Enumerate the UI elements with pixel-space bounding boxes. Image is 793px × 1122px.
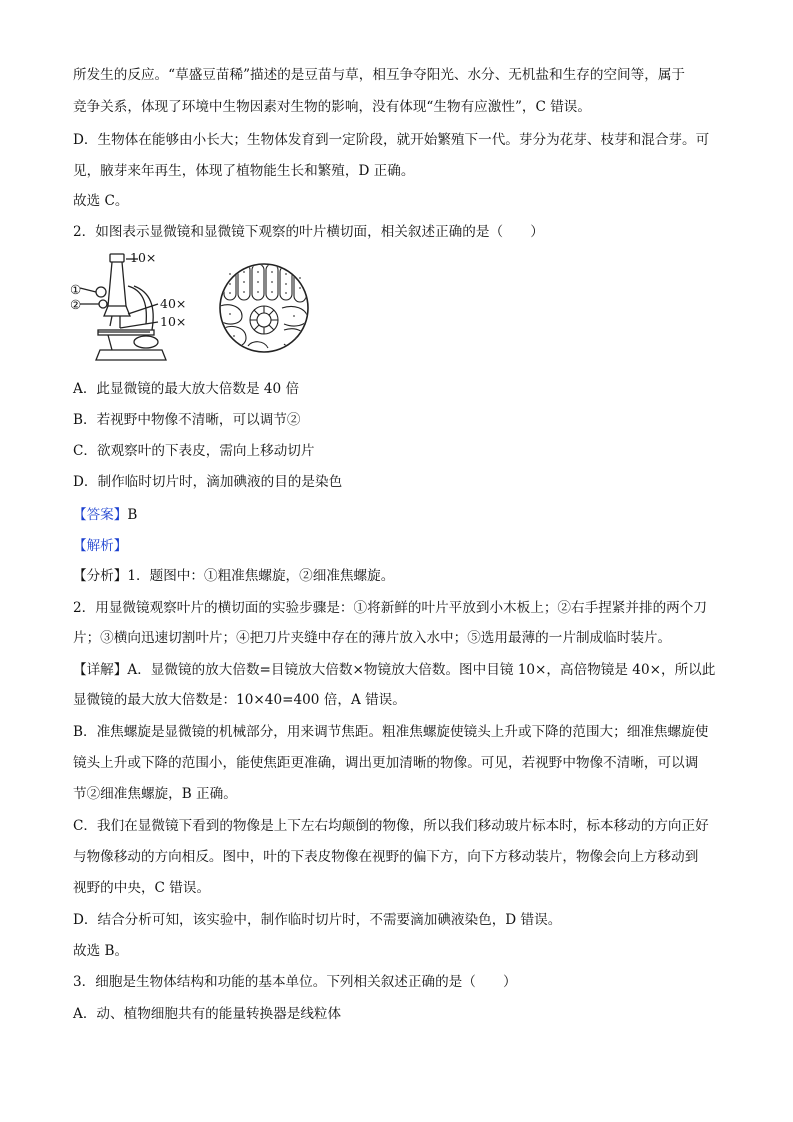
text-line: 节②细准焦螺旋，B 正确。 xyxy=(73,786,237,802)
fenxi-label: 【分析】 xyxy=(73,568,128,584)
eyepiece-label: 10× xyxy=(130,250,157,265)
text-line: 镜头上升或下降的范围小，能使焦距更准确，调出更加清晰的物像。可见，若视野中物像不清晰，可以调 xyxy=(73,755,699,771)
objective-low-label: 10× xyxy=(160,314,187,329)
text-line: B．准焦螺旋是显微镜的机械部分，用来调节焦距。粗准焦螺旋使镜头上升或下降的范围大；细准焦螺旋使 xyxy=(73,724,709,740)
coarse-focus-label: ① xyxy=(70,282,82,297)
text-line: 2．用显微镜观察叶片的横切面的实验步骤是：①将新鲜的叶片平放到小木板上；②右手捏紧并排的两个刀 xyxy=(73,600,707,616)
text-line: C．我们在显微镜下看到的物像是上下左右均颠倒的物像，所以我们移动玻片标本时，标本移动的方向正好 xyxy=(73,818,709,834)
option-a: A．此显微镜的最大放大倍数是 40 倍 xyxy=(73,381,300,397)
fenxi-line: 【分析】1．题图中：①粗准焦螺旋，②细准焦螺旋。 xyxy=(73,568,395,584)
text-line: 视野的中央，C 错误。 xyxy=(73,880,211,896)
text-line: 故选 B。 xyxy=(73,943,129,959)
text-line: 显微镜的最大放大倍数是：10×40=400 倍，A 错误。 xyxy=(73,692,406,708)
answer-label: 【答案】 xyxy=(73,507,128,523)
option-d: D．制作临时切片时，滴加碘液的目的是染色 xyxy=(73,474,343,490)
detail-label: 【详解】 xyxy=(73,662,128,678)
analysis-label: 【解析】 xyxy=(73,538,128,554)
text-line: 故选 C。 xyxy=(73,193,129,209)
option-c: C．欲观察叶的下表皮，需向上移动切片 xyxy=(73,443,315,459)
text-line: D．生物体在能够由小长大；生物体发育到一定阶段，就开始繁殖下一代。芽分为花芽、枝芽和混合芽。可 xyxy=(73,132,710,148)
text-line: 所发生的反应。“草盛豆苗稀”描述的是豆苗与草，相互争夺阳光、水分、无机盐和生存的空间等，属于 xyxy=(73,67,686,83)
question-2-figure xyxy=(70,246,310,364)
text-line: D．结合分析可知，该实验中，制作临时切片时，不需要滴加碘液染色，D 错误。 xyxy=(73,912,562,928)
question-3-stem: 3．细胞是生物体结构和功能的基本单位。下列相关叙述正确的是（ ） xyxy=(73,974,517,990)
objective-high-label: 40× xyxy=(160,296,187,311)
option-a: A．动、植物细胞共有的能量转换器是线粒体 xyxy=(73,1006,342,1022)
answer-line xyxy=(73,505,137,525)
leaf-cross-section-view xyxy=(218,262,310,354)
text-line: 与物像移动的方向相反。图中，叶的下表皮物像在视野的偏下方，向下方移动装片，物像会向上方移动到 xyxy=(73,849,699,865)
answer-value: B xyxy=(127,507,138,523)
text-line: 片；③横向迅速切割叶片；④把刀片夹缝中存在的薄片放入水中；⑤选用最薄的一片制成临时装片。 xyxy=(73,630,672,646)
option-b: B．若视野中物像不清晰，可以调节② xyxy=(73,412,301,428)
text-line: 见，腋芽来年再生，体现了植物能生长和繁殖，D 正确。 xyxy=(73,163,415,179)
text-line: 竞争关系，体现了环境中生物因素对生物的影响，没有体现“生物有应激性”，C 错误。 xyxy=(73,99,591,115)
question-2-stem: 2．如图表示显微镜和显微镜下观察的叶片横切面，相关叙述正确的是（ ） xyxy=(73,224,544,240)
detail-line: 【详解】A．显微镜的放大倍数=目镜放大倍数×物镜放大倍数。图中目镜 10×，高倍物镜是 40×，所以此 xyxy=(73,662,716,678)
fine-focus-label: ② xyxy=(70,297,82,312)
